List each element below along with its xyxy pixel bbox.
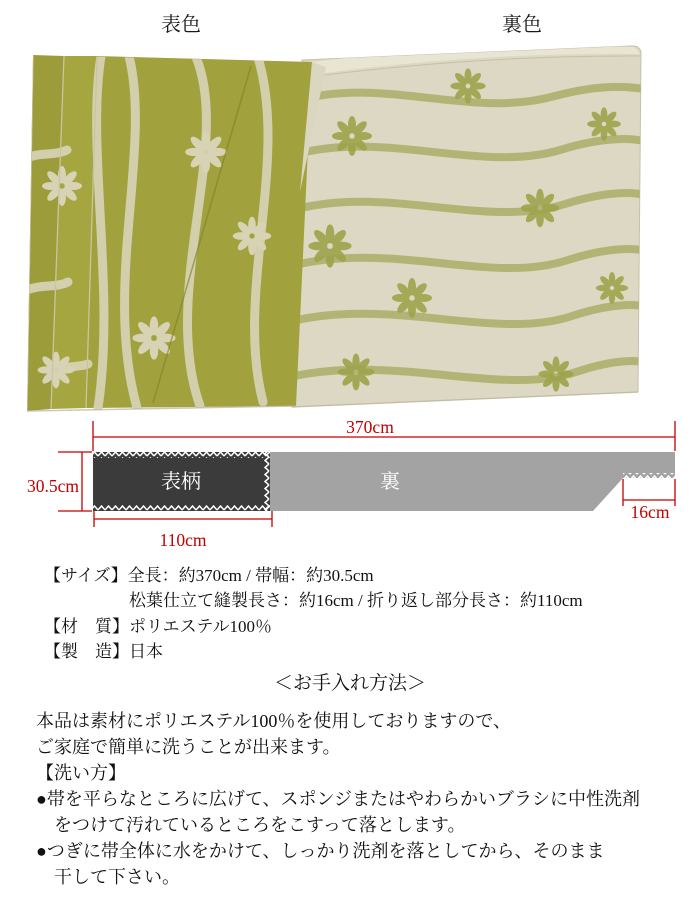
spec-size-line1 xyxy=(44,563,583,588)
front-section-label: 表柄 xyxy=(161,471,201,493)
care-wash-line: ●つぎに帯全体に水をかけて、しっかり洗剤を落としてから、そのまま xyxy=(36,841,605,861)
care-wash-line: ●帯を平らなところに広げて、スポンジまたはやわらかいブラシに中性洗剤 xyxy=(36,789,641,809)
stitch-edge-tail xyxy=(623,473,675,479)
spec-material-line xyxy=(44,614,583,639)
front-color-label: 表色 xyxy=(161,14,201,36)
care-wash-line: 干して下さい。 xyxy=(36,867,180,887)
fabric-back-panel xyxy=(278,45,648,407)
spec-material-value: ポリエステル100％ xyxy=(129,616,272,636)
spec-origin-label: 【製 造】 xyxy=(44,642,129,662)
care-heading: ＜お手入れ方法＞ xyxy=(273,673,426,694)
back-color-label: 裏色 xyxy=(502,14,542,36)
care-wash-line: をつけて汚れているところをこすって落とします。 xyxy=(36,815,466,835)
spec-origin-value: 日本 xyxy=(129,642,163,662)
front-length-value: 110cm xyxy=(159,530,207,550)
back-section-bar xyxy=(270,452,675,511)
spec-origin-line xyxy=(44,639,583,664)
spec-list xyxy=(44,563,583,665)
tail-length-value: 16cm xyxy=(630,502,670,522)
spec-size-value1: 全長：約370cm / 帯幅：約30.5cm xyxy=(127,566,374,585)
care-wash-label: 【洗い方】 xyxy=(36,763,126,783)
dimension-diagram xyxy=(0,415,700,555)
band-width-value: 30.5cm xyxy=(26,476,79,496)
total-length-value: 370cm xyxy=(346,417,394,437)
product-photo xyxy=(0,40,700,418)
spec-size-line2: 松葉仕立て縫製長さ：約16cm / 折り返し部分長さ：約110cm xyxy=(129,591,583,611)
care-intro-line: ご家庭で簡単に洗うことが出来ます。 xyxy=(36,737,341,757)
care-intro xyxy=(36,708,511,760)
care-intro-line: 本品は素材にポリエステル100％を使用しておりますので、 xyxy=(36,711,512,731)
stitch-edge-bottom xyxy=(93,505,270,511)
spec-size-label: 【サイズ】 xyxy=(44,566,128,585)
back-section-label: 裏 xyxy=(380,471,400,493)
stitch-edge-top xyxy=(93,452,270,458)
stitch-edge-right xyxy=(264,452,270,511)
spec-material-label: 【材 質】 xyxy=(44,616,129,636)
care-wash xyxy=(36,760,640,890)
